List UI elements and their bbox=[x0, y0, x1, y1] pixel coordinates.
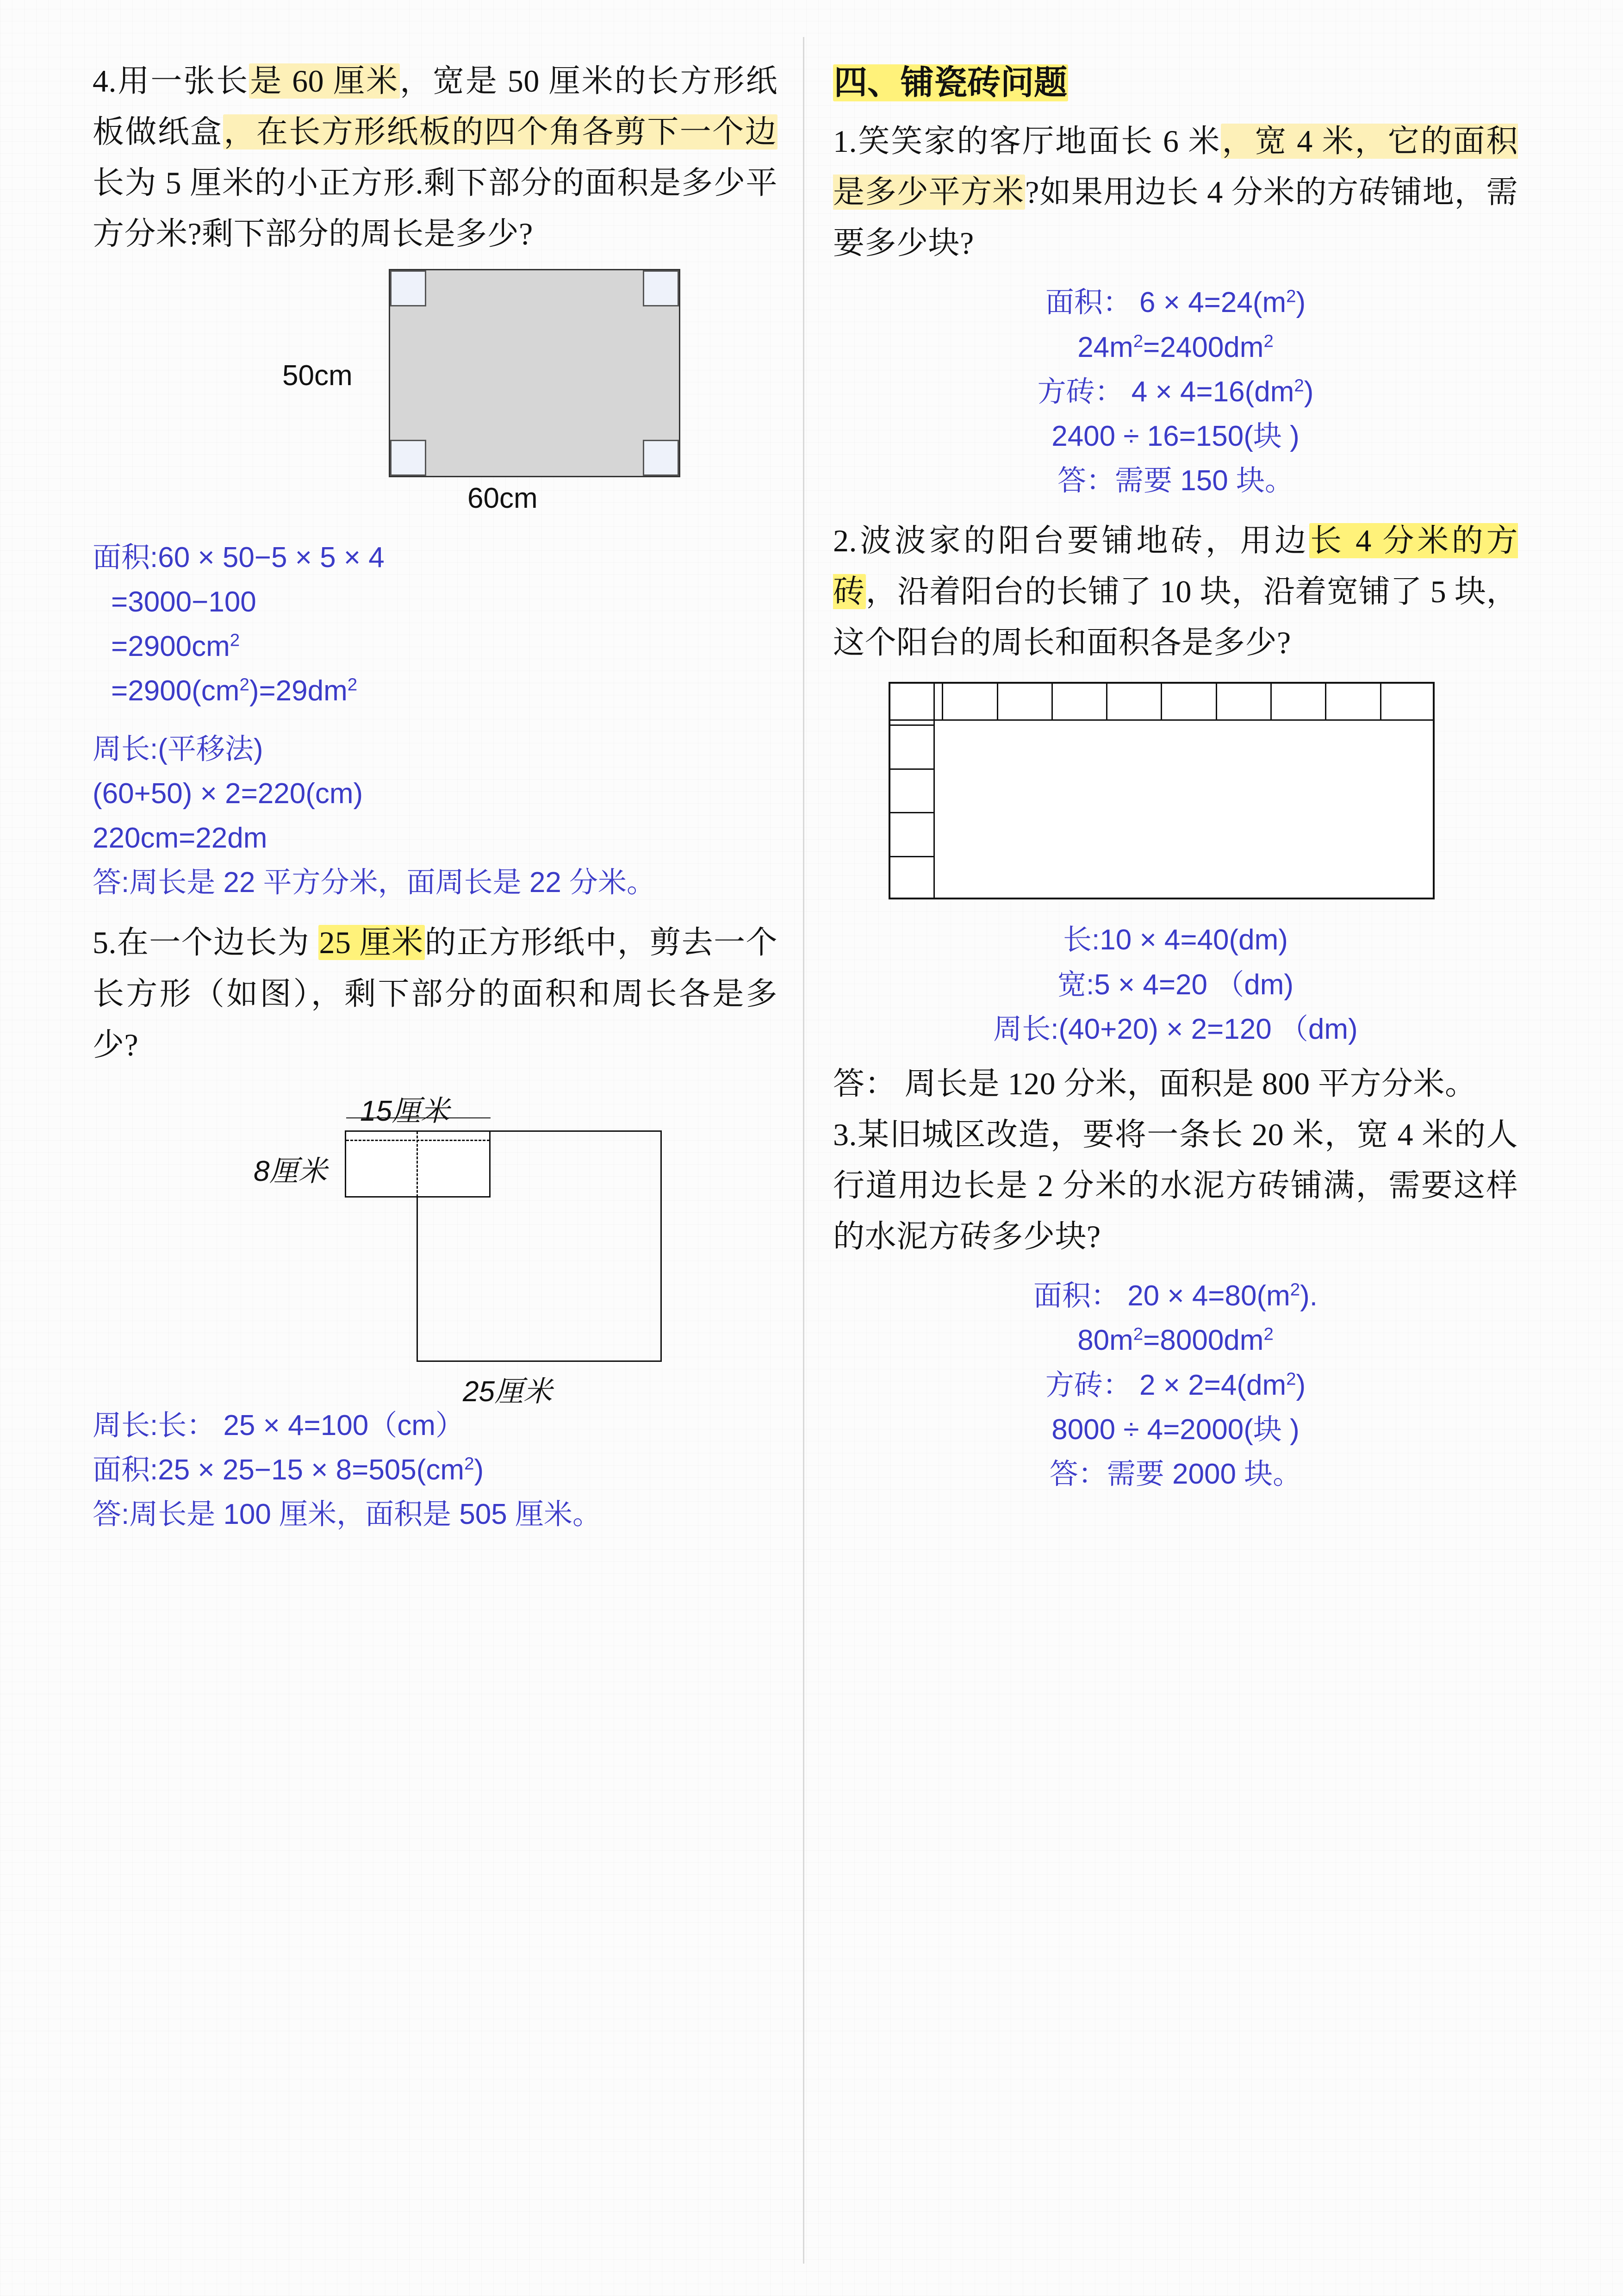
figure2-side-label: 8厘米 bbox=[254, 1155, 327, 1187]
solution-line: $=2900(cm^2)=29dm^2$ bbox=[111, 674, 358, 707]
problem-1-solution bbox=[833, 281, 1518, 503]
tiles-along-length bbox=[889, 682, 1435, 721]
solution-line: 8000 ÷ 4=2000(块 ) bbox=[1051, 1413, 1300, 1446]
solution-line: 方砖： $4 \times 4=16(dm^2)$ bbox=[1037, 375, 1314, 408]
tile bbox=[1162, 682, 1217, 721]
solution-line: 面积： $20 \times 4=80(m^2)$. bbox=[1033, 1279, 1318, 1312]
problem-2-text: 2.波波家的阳台要铺地砖，用边长 4 分米的方砖，沿着阳台的长铺了 10 块，沿着宽铺了 5 块，这个阳台的周长和面积各是多少? bbox=[833, 523, 1518, 661]
tile bbox=[889, 813, 935, 857]
solution-line: 长:10 × 4=40(dm) bbox=[1063, 924, 1288, 956]
problem-1-text: 1.笑笑家的客厅地面长 6 米，宽 4 米，它的面积是多少平方米?如果用边长 4 分米的方砖铺地，需要多少块? bbox=[833, 124, 1518, 261]
solution-line: $24m^2=2400dm^2$ bbox=[1077, 331, 1274, 363]
cut-corner-top-left bbox=[390, 270, 426, 306]
solution-line: 面积:60 × 50−5 × 5 × 4 bbox=[93, 541, 385, 574]
figure2-bottom-label: 25厘米 bbox=[463, 1375, 552, 1408]
figure-rectangle-with-cut-corners bbox=[93, 264, 777, 524]
solution-answer: 答：需要 150 块。 bbox=[1057, 464, 1293, 497]
tile bbox=[1217, 682, 1272, 721]
solution-line: 周长:(40+20) × 2=120 （dm) bbox=[993, 1013, 1358, 1045]
problem-4-solution bbox=[93, 536, 777, 905]
tiles-along-width bbox=[889, 682, 935, 899]
solution-answer: 答：需要 2000 块。 bbox=[1049, 1458, 1302, 1490]
problem-4-text: 4.用一张长是 60 厘米，宽是 50 厘米的长方形纸板做纸盒，在长方形纸板的四个角各剪下一个边长为 5 厘米的小正方形.剩下部分的面积是多少平方分米?剩下部分的周长是多少? bbox=[93, 63, 777, 252]
tile bbox=[1107, 682, 1162, 721]
solution-line: 面积： $6 \times 4=24(m^2)$ bbox=[1045, 286, 1306, 319]
solution-line: =3000−100 bbox=[111, 586, 256, 618]
figure2-top-label: 15厘米 bbox=[360, 1095, 449, 1127]
cut-corner-bottom-right bbox=[643, 440, 679, 476]
solution-line: $=2900cm^2$ bbox=[111, 630, 240, 662]
dashed-horizontal-line bbox=[346, 1140, 490, 1141]
tile bbox=[1272, 682, 1326, 721]
problem-3-text: 3.某旧城区改造，要将一条长 20 米，宽 4 米的人行道用边长是 2 分米的水泥方砖铺满，需要这样的水泥方砖多少块? bbox=[833, 1117, 1518, 1254]
figure-balcony-tiles bbox=[833, 677, 1518, 918]
tile bbox=[889, 770, 935, 814]
figure1-width-label: 60cm bbox=[467, 482, 538, 514]
solution-answer: 答:周长是 22 平方分米，面周长是 22 分米。 bbox=[93, 867, 656, 899]
tile bbox=[1381, 682, 1435, 721]
cut-corner-bottom-left bbox=[390, 440, 426, 476]
solution-line: 2400 ÷ 16=150(块 ) bbox=[1051, 420, 1300, 452]
solution-answer: 答:周长是 100 厘米，面积是 505 厘米。 bbox=[93, 1498, 602, 1531]
solution-line: 宽:5 × 4=20 （dm) bbox=[1057, 968, 1294, 1001]
solution-line: 面积:25 × $25-15 \times 8=505(cm^2)$ bbox=[93, 1454, 484, 1486]
right-column bbox=[833, 56, 1518, 1497]
solution-line: (60+50) × 2=220(cm) bbox=[93, 778, 363, 810]
solution-line: 周长:长： 25 × 4=100（cm） bbox=[93, 1409, 464, 1441]
section-title bbox=[833, 56, 1518, 104]
figure-square-with-cut-rectangle bbox=[93, 1079, 777, 1408]
tile bbox=[1326, 682, 1381, 721]
section-title-text: 四、铺瓷砖问题 bbox=[834, 64, 1068, 101]
tile bbox=[889, 726, 935, 770]
problem-2-solution bbox=[833, 918, 1518, 1051]
problem-5-solution bbox=[93, 1404, 777, 1537]
solution-line: 方砖： $2 \times 2=4(dm^2)$ bbox=[1045, 1368, 1306, 1401]
problem-3-solution bbox=[833, 1274, 1518, 1496]
problem-5-text: 5.在一个边长为 25 厘米的正方形纸中，剪去一个长方形（如图），剩下部分的面积和周长各是多少? bbox=[93, 925, 777, 1062]
tile bbox=[1053, 682, 1107, 721]
tile bbox=[998, 682, 1053, 721]
solution-line: 周长:(平移法) bbox=[93, 733, 263, 765]
tile bbox=[889, 682, 935, 726]
tile bbox=[943, 682, 998, 721]
rectangle-body bbox=[389, 269, 680, 477]
dashed-vertical-line bbox=[417, 1131, 418, 1197]
left-column bbox=[93, 56, 777, 1537]
solution-line: 220cm=22dm bbox=[93, 822, 267, 855]
solution-line: $80m^2=8000dm^2$ bbox=[1077, 1324, 1274, 1357]
problem-2-answer: 答： 周长是 120 分米，面积是 800 平方分米。 bbox=[833, 1066, 1477, 1101]
cut-corner-top-right bbox=[643, 270, 679, 306]
figure1-height-label: 50cm bbox=[282, 359, 353, 392]
tile bbox=[889, 857, 935, 900]
column-divider bbox=[803, 37, 804, 2264]
